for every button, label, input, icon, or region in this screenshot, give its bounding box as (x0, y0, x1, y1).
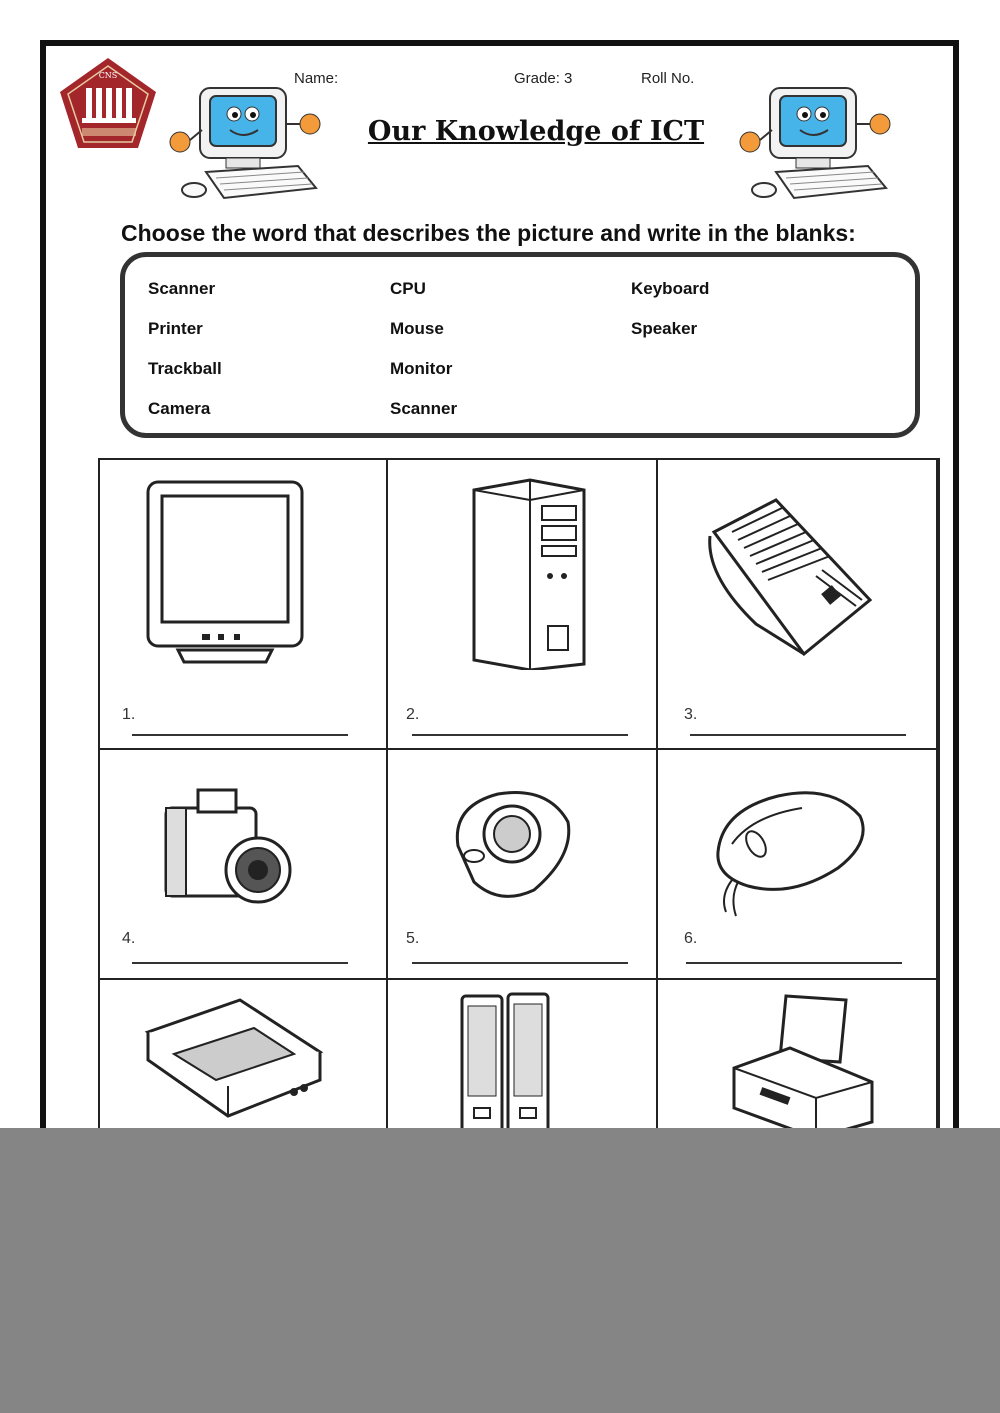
answer-blank[interactable] (412, 962, 628, 964)
item-cell-3 (658, 460, 938, 750)
word-bank (120, 252, 920, 438)
item-cell-6 (658, 750, 938, 980)
word-bank-item: CPU (390, 279, 426, 298)
svg-text:CNS: CNS (98, 71, 118, 80)
answer-blank[interactable] (132, 962, 348, 964)
picture-grid (98, 458, 940, 1160)
item-cell-4 (100, 750, 388, 980)
printer-icon (730, 992, 876, 1142)
word-bank-item: Camera (148, 399, 211, 418)
keyboard-icon (706, 496, 874, 660)
grade-label: Grade: 3 (514, 70, 573, 87)
item-number: 2. (406, 706, 420, 723)
word-bank-item: Scanner (148, 279, 216, 298)
roll-number-label: Roll No. (641, 70, 695, 87)
answer-blank[interactable] (412, 734, 628, 736)
word-bank-item: Monitor (390, 359, 453, 378)
scanner-icon (144, 996, 324, 1136)
page-title: Our Knowledge of ICT (367, 116, 705, 147)
word-bank-item: Speaker (631, 319, 698, 338)
answer-blank[interactable] (132, 734, 348, 736)
word-bank-item: Keyboard (631, 279, 710, 298)
item-number: 1. (122, 706, 136, 723)
word-bank-item: Mouse (390, 319, 444, 338)
mouse-icon (712, 786, 872, 922)
item-cell-2 (388, 460, 658, 750)
item-cell-5 (388, 750, 658, 980)
worksheet (40, 40, 959, 1160)
instruction-text: Choose the word that describes the picture and write in the blanks: (121, 220, 856, 246)
item-number: 5. (406, 930, 420, 947)
cpu-tower-icon (470, 476, 588, 670)
trackball-icon (448, 786, 574, 904)
speaker-icon (458, 990, 554, 1140)
item-number: 6. (684, 930, 698, 947)
word-bank-item: Scanner (390, 399, 458, 418)
gray-overlay (0, 1128, 1000, 1413)
word-bank-item: Trackball (148, 359, 222, 378)
name-label: Name: (294, 70, 339, 87)
word-bank-item: Printer (148, 319, 203, 338)
camera-icon (162, 778, 294, 908)
monitor-icon (144, 478, 306, 670)
item-number: 4. (122, 930, 136, 947)
answer-blank[interactable] (690, 734, 906, 736)
item-number: 3. (684, 706, 698, 723)
item-cell-1 (100, 460, 388, 750)
school-logo (58, 56, 158, 152)
answer-blank[interactable] (686, 962, 902, 964)
